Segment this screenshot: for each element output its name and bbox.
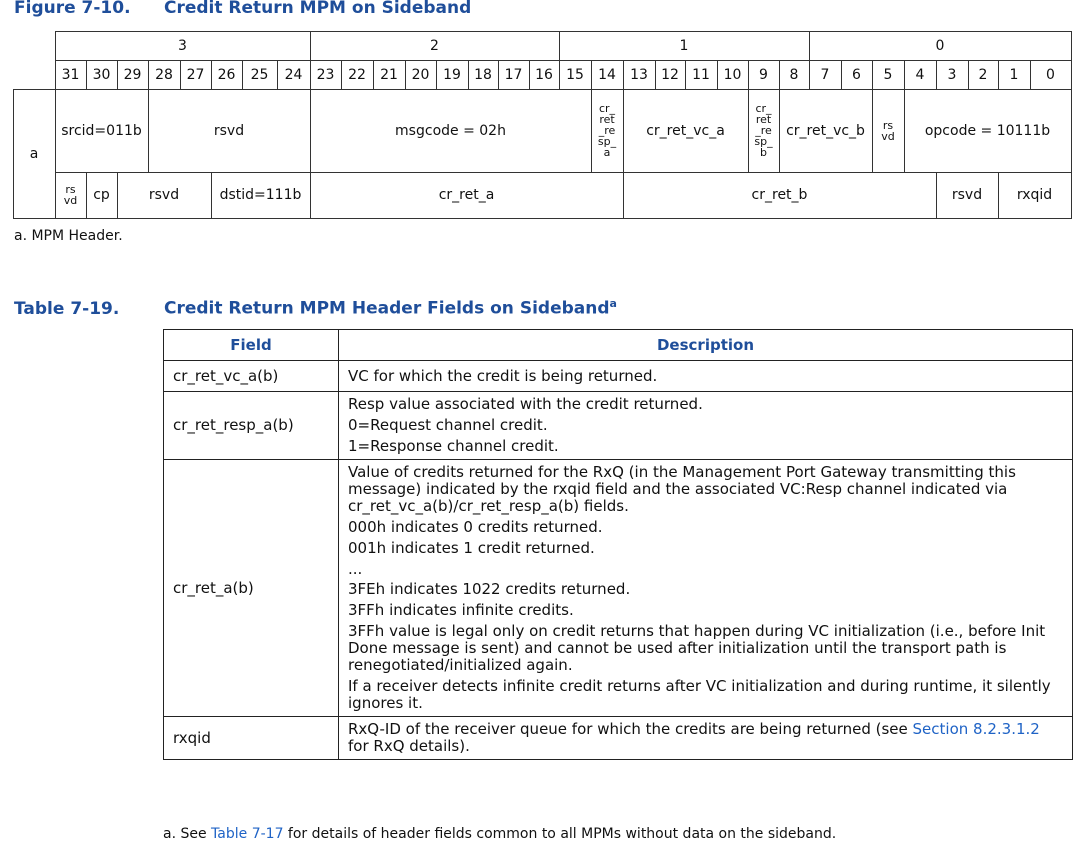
figure-heading <box>14 0 471 18</box>
bit-number: 23 <box>316 66 335 83</box>
field-description <box>339 392 1073 460</box>
table-number: Table 7-19. <box>14 298 120 319</box>
description-line: ... <box>348 559 363 578</box>
bit-number: 26 <box>217 66 236 83</box>
bit-number: 27 <box>186 66 205 83</box>
bit-number: 4 <box>915 66 925 83</box>
table-row <box>164 392 1073 460</box>
description-line: 3FFh indicates infinite credits. <box>348 601 574 620</box>
description-line: Resp value associated with the credit returned. <box>348 395 703 413</box>
field-description <box>339 361 1073 392</box>
bit-number: 14 <box>598 66 616 83</box>
description-line: VC for which the credit is being returned. <box>348 366 658 385</box>
description-line: If a receiver detects infinite credit returns after VC initialization and during runtime, it silently ignores it. <box>348 677 1051 713</box>
bit-number: 5 <box>883 66 893 83</box>
table-row <box>164 361 1073 392</box>
bit-number: 2 <box>978 66 988 83</box>
description-line: 001h indicates 1 credit returned. <box>348 538 595 557</box>
bit-number: 16 <box>535 66 553 83</box>
bit-number: 17 <box>504 66 523 83</box>
figure-title: Credit Return MPM on Sideband <box>164 0 472 18</box>
field-name: rxqid <box>164 717 339 760</box>
description-text: for RxQ details). <box>348 736 470 755</box>
rsvd-field: rsvd <box>213 122 245 139</box>
msgcode-field: msgcode = 02h <box>395 122 506 139</box>
cp-field: cp <box>93 187 110 203</box>
bit-number: 12 <box>661 66 679 83</box>
bit-number: 22 <box>348 66 366 83</box>
bit-number: 20 <box>411 66 430 83</box>
field-description <box>339 459 1073 716</box>
byte-number: 2 <box>430 37 439 54</box>
table-row <box>164 717 1073 760</box>
description-text: RxQ-ID of the receiver queue for which the credits are being returned (see <box>348 720 913 738</box>
bit-number: 21 <box>380 66 398 83</box>
description-line: 1=Response channel credit. <box>348 436 559 455</box>
bit-number: 8 <box>789 66 799 83</box>
cr-ret-a-field: cr_ret_a <box>438 187 495 203</box>
cr-ret-resp-b-field: cr_ ret _re sp_ b <box>754 102 773 159</box>
opcode-field: opcode = 10111b <box>924 122 1051 139</box>
description-line: 0=Request channel credit. <box>348 415 548 434</box>
table-footnote <box>163 826 836 842</box>
description-column-header: Description <box>339 330 1073 361</box>
table-link[interactable]: Table 7-17 <box>211 826 284 842</box>
bit-number: 7 <box>820 66 830 83</box>
cr-ret-vc-b-field: cr_ret_vc_b <box>786 122 865 139</box>
row-label: a <box>29 145 39 162</box>
byte-number: 1 <box>679 37 689 54</box>
bit-number: 9 <box>759 66 768 83</box>
figure-footnote: a. MPM Header. <box>14 228 123 244</box>
bit-number: 1 <box>1009 66 1019 83</box>
field-name: cr_ret_vc_a(b) <box>164 361 339 392</box>
footnote-text: for details of header fields common to all MPMs without data on the sideband. <box>283 826 837 842</box>
table-header-row <box>164 330 1073 361</box>
description-line: 3FFh value is legal only on credit returns that happen during VC initialization (i.e., before Init Done message is sent) and cannot be used after initialization until the transport path is renegotiated/initialized again. <box>348 622 1046 675</box>
table-row <box>164 459 1073 716</box>
bit-number: 18 <box>474 66 492 83</box>
dstid-field: dstid=111b <box>219 187 302 203</box>
rsvd-field: rsvd <box>951 187 983 203</box>
table-heading <box>14 297 617 319</box>
footnote-text: a. See <box>163 826 212 842</box>
field-description <box>339 717 1073 760</box>
description-line: 000h indicates 0 credits returned. <box>348 517 603 536</box>
bit-number: 13 <box>630 66 648 83</box>
bit-number: 10 <box>723 66 742 83</box>
section-link[interactable]: Section 8.2.3.1.2 <box>912 720 1040 738</box>
bit-number: 31 <box>61 66 80 83</box>
srcid-field: srcid=011b <box>61 122 142 139</box>
field-name: cr_ret_a(b) <box>164 459 339 716</box>
table-title: Credit Return MPM Header Fields on Sideband <box>164 298 610 319</box>
bit-number: 28 <box>155 66 173 83</box>
bit-number: 3 <box>947 66 957 83</box>
grid-line <box>13 218 1072 219</box>
bit-number: 29 <box>123 66 142 83</box>
bit-number: 25 <box>250 66 269 83</box>
bit-number: 6 <box>852 66 861 83</box>
rsvd-field: rs vd <box>881 118 895 143</box>
bit-number: 15 <box>566 66 584 83</box>
header-fields-table <box>163 329 1073 760</box>
table-title-footnote-mark: a <box>609 297 617 310</box>
figure-number: Figure 7-10. <box>14 0 131 18</box>
bit-number: 11 <box>692 66 710 83</box>
rsvd-field: rsvd <box>148 187 180 203</box>
rxqid-field: rxqid <box>1016 187 1053 203</box>
bit-number: 19 <box>443 66 461 83</box>
cr-ret-resp-a-field: cr_ ret _re sp_ a <box>597 102 617 159</box>
byte-number: 0 <box>935 37 945 54</box>
bit-number: 0 <box>1046 66 1055 83</box>
field-column-header: Field <box>164 330 339 361</box>
cr-ret-b-field: cr_ret_b <box>751 187 808 203</box>
field-name: cr_ret_resp_a(b) <box>164 392 339 460</box>
cr-ret-vc-a-field: cr_ret_vc_a <box>646 122 725 139</box>
description-line: 3FEh indicates 1022 credits returned. <box>348 580 631 599</box>
description-line <box>348 721 1063 755</box>
bit-number: 30 <box>92 66 111 83</box>
bit-number: 24 <box>284 66 303 83</box>
byte-number: 3 <box>178 37 187 54</box>
description-line: Value of credits returned for the RxQ (in the Management Port Gateway transmitting this message) indicated by the rxqid field and the associated VC:Resp channel indicated via cr_ret_vc_a(b)/cr_ret_resp_a(b) fields. <box>348 462 1016 515</box>
grid-line <box>1071 31 1072 219</box>
rsvd-field: rs vd <box>63 183 78 207</box>
